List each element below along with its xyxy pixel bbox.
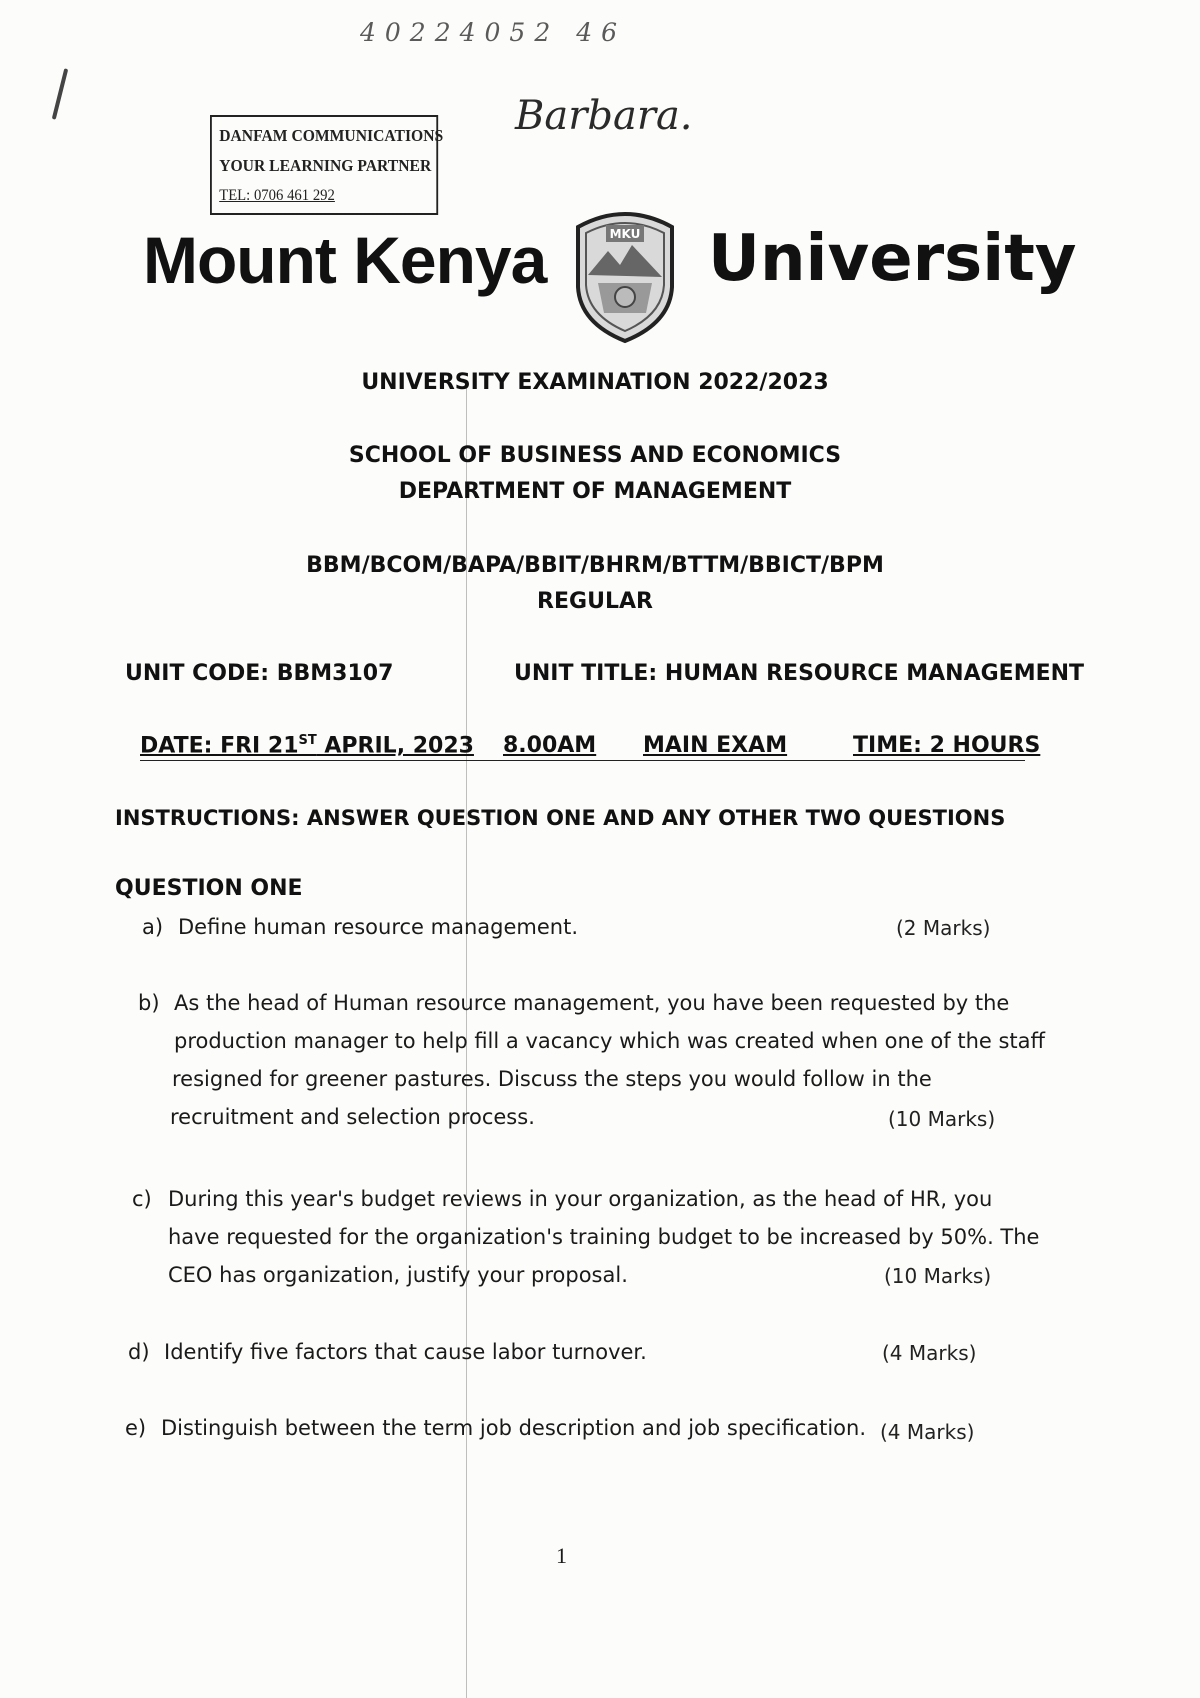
question-d-letter: d) bbox=[128, 1340, 150, 1364]
question-c-marks: (10 Marks) bbox=[884, 1264, 992, 1288]
question-b-line-3: resigned for greener pastures. Discuss the steps you would follow in the bbox=[172, 1067, 932, 1091]
question-d-marks: (4 Marks) bbox=[882, 1341, 977, 1365]
question-e-letter: e) bbox=[125, 1416, 147, 1440]
university-crest-icon bbox=[570, 205, 680, 345]
question-b-marks: (10 Marks) bbox=[888, 1107, 996, 1131]
exam-duration: TIME: 2 HOURS bbox=[853, 733, 1041, 758]
stamp-line-2: YOUR LEARNING PARTNER bbox=[219, 156, 432, 175]
university-name-left: Mount Kenya bbox=[143, 223, 547, 297]
question-a-line-1: Define human resource management. bbox=[178, 915, 579, 939]
handwritten-number: 40224052 46 bbox=[360, 18, 627, 47]
date-rule bbox=[140, 760, 1025, 761]
exam-type: MAIN EXAM bbox=[643, 733, 788, 758]
question-e-line-1: Distinguish between the term job description and job specification. bbox=[161, 1416, 867, 1440]
danfam-stamp bbox=[210, 115, 444, 215]
question-b-letter: b) bbox=[138, 991, 160, 1015]
handwritten-name: Barbara. bbox=[515, 93, 693, 139]
exam-title: UNIVERSITY EXAMINATION 2022/2023 bbox=[361, 370, 829, 395]
margin-mark bbox=[52, 68, 68, 119]
unit-title: UNIT TITLE: HUMAN RESOURCE MANAGEMENT bbox=[514, 661, 1085, 686]
question-d-line-1: Identify five factors that cause labor turnover. bbox=[164, 1340, 647, 1364]
exam-instructions: INSTRUCTIONS: ANSWER QUESTION ONE AND ANY OTHER TWO QUESTIONS bbox=[115, 806, 1006, 830]
question-c-line-3: CEO has organization, justify your proposal. bbox=[168, 1263, 628, 1287]
question-e-marks: (4 Marks) bbox=[880, 1420, 975, 1444]
crest-label: MKU bbox=[609, 227, 641, 241]
department-name: DEPARTMENT OF MANAGEMENT bbox=[398, 479, 792, 504]
question-a-letter: a) bbox=[142, 915, 164, 939]
programme-codes: BBM/BCOM/BAPA/BBIT/BHRM/BTTM/BBICT/BPM bbox=[306, 553, 884, 578]
question-one-heading: QUESTION ONE bbox=[115, 876, 303, 901]
unit-code: UNIT CODE: BBM3107 bbox=[125, 661, 394, 686]
university-name-right: University bbox=[708, 222, 1077, 296]
question-c-line-1: During this year's budget reviews in your organization, as the head of HR, you bbox=[168, 1187, 993, 1211]
exam-start-time: 8.00AM bbox=[503, 733, 597, 758]
question-c-line-2: have requested for the organization's training budget to be increased by 50%. The bbox=[168, 1225, 1040, 1249]
question-b-line-4: recruitment and selection process. bbox=[170, 1105, 535, 1129]
stamp-line-1: DANFAM COMMUNICATIONS bbox=[219, 126, 444, 145]
question-c-letter: c) bbox=[132, 1187, 152, 1211]
question-a-marks: (2 Marks) bbox=[896, 916, 991, 940]
page-number: 1 bbox=[556, 1543, 567, 1568]
exam-mode: REGULAR bbox=[537, 589, 653, 614]
question-b-line-1: As the head of Human resource management, you have been requested by the bbox=[174, 991, 1010, 1015]
stamp-line-3: TEL: 0706 461 292 bbox=[219, 187, 335, 204]
question-b-line-2: production manager to help fill a vacancy which was created when one of the staff bbox=[174, 1029, 1045, 1053]
exam-date: DATE: FRI 21ST APRIL, 2023 bbox=[140, 733, 474, 759]
school-name: SCHOOL OF BUSINESS AND ECONOMICS bbox=[348, 443, 842, 468]
